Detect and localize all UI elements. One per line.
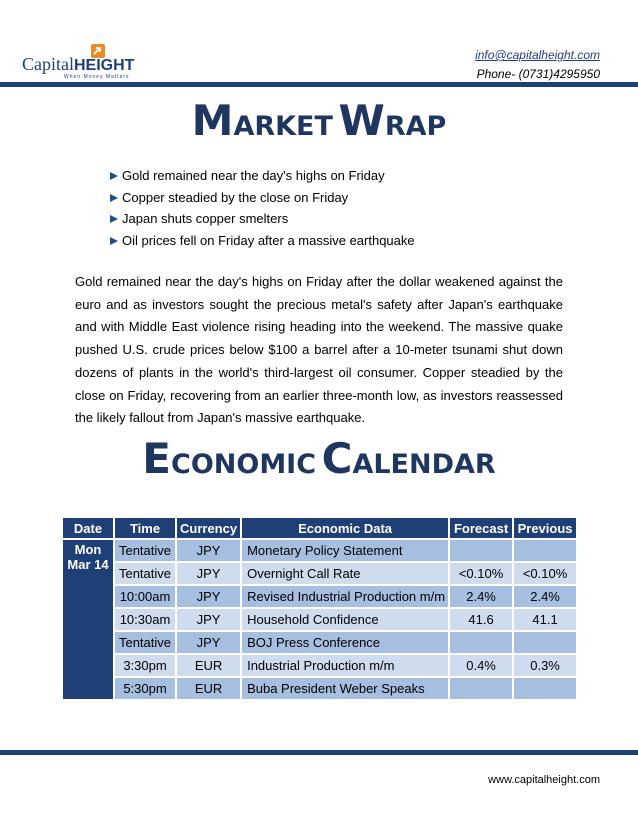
forecast-cell xyxy=(450,540,512,561)
brand-logo[interactable] xyxy=(22,44,135,80)
currency-cell: JPY xyxy=(177,540,240,561)
forecast-cell xyxy=(450,632,512,653)
economic-calendar-table xyxy=(61,516,578,701)
event-cell: Buba President Weber Speaks xyxy=(242,678,448,699)
time-cell: Tentative xyxy=(115,540,175,561)
event-cell: Household Confidence xyxy=(242,609,448,630)
list-item: Copper steadied by the close on Friday xyxy=(110,187,415,209)
brand-tagline: When Money Matters xyxy=(64,74,130,80)
table-row xyxy=(63,632,576,653)
column-header-date: Date xyxy=(63,518,113,538)
list-item: Japan shuts copper smelters xyxy=(110,208,415,230)
headline-list xyxy=(110,165,415,251)
time-cell: 10:30am xyxy=(115,609,175,630)
forecast-cell: 0.4% xyxy=(450,655,512,676)
event-cell: Industrial Production m/m xyxy=(242,655,448,676)
currency-cell: JPY xyxy=(177,609,240,630)
triangle-bullet-icon xyxy=(110,194,118,202)
footer-divider xyxy=(0,750,638,755)
brand-name: CapitalHEIGHT xyxy=(22,54,135,74)
time-cell: Tentative xyxy=(115,632,175,653)
date-month-day: Mar 14 xyxy=(67,557,109,572)
economic-calendar-title: ECONOMIC CALENDAR xyxy=(142,434,496,483)
column-header-time: Time xyxy=(115,518,175,538)
event-cell: Revised Industrial Production m/m xyxy=(242,586,448,607)
previous-cell: 41.1 xyxy=(514,609,576,630)
triangle-bullet-icon xyxy=(110,215,118,223)
forecast-cell: 41.6 xyxy=(450,609,512,630)
time-cell: Tentative xyxy=(115,563,175,584)
column-header-economic-data: Economic Data xyxy=(242,518,448,538)
contact-info xyxy=(475,46,600,84)
time-cell: 3:30pm xyxy=(115,655,175,676)
forecast-cell: 2.4% xyxy=(450,586,512,607)
table-row xyxy=(63,586,576,607)
previous-cell: 2.4% xyxy=(514,586,576,607)
table-row xyxy=(63,563,576,584)
triangle-bullet-icon xyxy=(110,237,118,245)
column-header-forecast: Forecast xyxy=(450,518,512,538)
phone-number: Phone- (0731)4295950 xyxy=(476,67,600,81)
event-cell: Overnight Call Rate xyxy=(242,563,448,584)
previous-cell: <0.10% xyxy=(514,563,576,584)
currency-cell: JPY xyxy=(177,563,240,584)
table-row xyxy=(63,678,576,699)
table-header-row xyxy=(63,518,576,538)
previous-cell xyxy=(514,540,576,561)
previous-cell xyxy=(514,678,576,699)
market-summary-paragraph: Gold remained near the day's highs on Friday after the dollar weakened against the euro and as investors sought the precious metal's safety after Japan's earthquake and with Middle East violence rising heading into the weekend. The massive quake pushed U.S. crude prices below $100 a barrel after a 10-meter tsunami shut down dozens of plants in the world's third-largest oil consumer. Copper steadied by the close on Friday, recovering from an earlier three-month low, as investors reassessed the likely fallout from Japan's massive earthquake. xyxy=(75,274,563,426)
list-item: Gold remained near the day's highs on Friday xyxy=(110,165,415,187)
forecast-cell xyxy=(450,678,512,699)
table-row xyxy=(63,540,576,561)
email-link[interactable]: info@capitalheight.com xyxy=(475,48,600,62)
currency-cell: JPY xyxy=(177,632,240,653)
column-header-previous: Previous xyxy=(514,518,576,538)
footer-website-link[interactable]: www.capitalheight.com xyxy=(488,774,600,786)
forecast-cell: <0.10% xyxy=(450,563,512,584)
currency-cell: JPY xyxy=(177,586,240,607)
time-cell: 10:00am xyxy=(115,586,175,607)
column-header-currency: Currency xyxy=(177,518,240,538)
currency-cell: EUR xyxy=(177,678,240,699)
date-day: Mon xyxy=(74,542,102,557)
time-cell: 5:30pm xyxy=(115,678,175,699)
previous-cell xyxy=(514,632,576,653)
event-cell: Monetary Policy Statement xyxy=(242,540,448,561)
table-row xyxy=(63,609,576,630)
list-item: Oil prices fell on Friday after a massive earthquake xyxy=(110,230,415,252)
table-row xyxy=(63,655,576,676)
triangle-bullet-icon xyxy=(110,172,118,180)
currency-cell: EUR xyxy=(177,655,240,676)
market-wrap-title: MARKET WRAP xyxy=(191,96,447,145)
header-divider xyxy=(0,82,638,87)
date-cell xyxy=(63,540,113,699)
previous-cell: 0.3% xyxy=(514,655,576,676)
event-cell: BOJ Press Conference xyxy=(242,632,448,653)
